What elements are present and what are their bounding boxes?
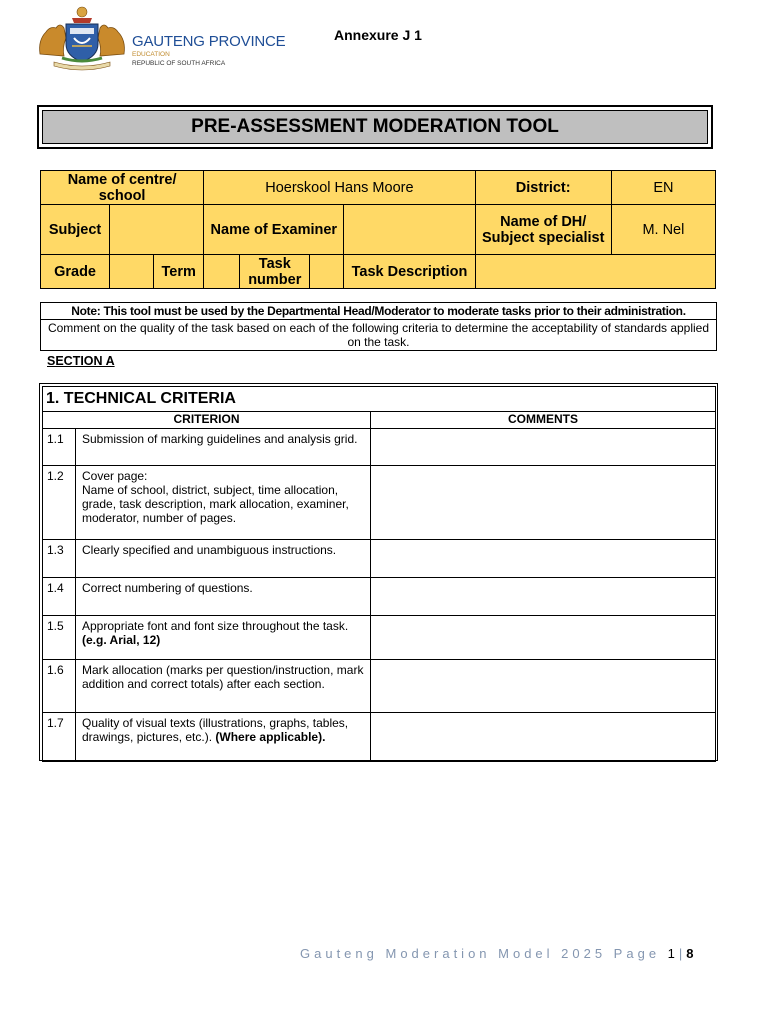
criteria-row (43, 540, 716, 578)
term-label: Term (154, 255, 204, 289)
subject-label: Subject (41, 205, 110, 255)
criteria-text: Cover page: Name of school, district, subject, time allocation, grade, task description, mark allocation, examiner, moderator, number of pages. (76, 466, 371, 540)
title-banner (37, 105, 713, 149)
technical-criteria-table (42, 386, 716, 762)
note-instruction: Note: This tool must be used by the Departmental Head/Moderator to moderate tasks prior to their administration. (41, 303, 717, 320)
comment-cell[interactable] (371, 429, 716, 466)
comment-cell[interactable] (371, 466, 716, 540)
criteria-row (43, 713, 716, 762)
page-total: 8 (686, 946, 694, 961)
criteria-text: Appropriate font and font size throughout the task. (e.g. Arial, 12) (76, 616, 371, 660)
logo-title: GAUTENG PROVINCE (132, 33, 286, 50)
criteria-text: Quality of visual texts (illustrations, graphs, tables, drawings, pictures, etc.). (Where applicable). (76, 713, 371, 762)
page-footer (300, 946, 694, 961)
examiner-label: Name of Examiner (204, 205, 344, 255)
note-comment-guidance: Comment on the quality of the task based on each of the following criteria to determine the acceptability of standards applied on the task. (41, 320, 717, 351)
grade-label: Grade (41, 255, 110, 289)
criteria-number: 1.6 (43, 660, 76, 713)
criterion-column-header: CRITERION (43, 412, 371, 429)
note-box (40, 302, 717, 351)
footer-text: Gauteng Moderation Model 2025 Page (300, 946, 661, 961)
criteria-text: Mark allocation (marks per question/instruction, mark addition and correct totals) after each section. (76, 660, 371, 713)
criteria-number: 1.3 (43, 540, 76, 578)
centre-label: Name of centre/ school (41, 171, 204, 205)
task-number-label: Task number (240, 255, 310, 289)
page-separator: | (678, 946, 683, 961)
criteria-row (43, 616, 716, 660)
district-label: District: (475, 171, 611, 205)
centre-value[interactable]: Hoerskool Hans Moore (204, 171, 475, 205)
page-number: 1 (667, 946, 675, 961)
annexure-label: Annexure J 1 (334, 27, 422, 43)
task-description-label: Task Description (344, 255, 475, 289)
criteria-text: Correct numbering of questions. (76, 578, 371, 616)
comment-cell[interactable] (371, 660, 716, 713)
grade-value[interactable] (110, 255, 154, 289)
page-title: PRE-ASSESSMENT MODERATION TOOL (42, 110, 708, 144)
criteria-number: 1.5 (43, 616, 76, 660)
dh-label: Name of DH/ Subject specialist (475, 205, 611, 255)
logo-country: REPUBLIC OF SOUTH AFRICA (132, 60, 226, 67)
criteria-row (43, 429, 716, 466)
task-number-value[interactable] (310, 255, 344, 289)
technical-criteria-frame (39, 383, 718, 761)
criteria-row (43, 578, 716, 616)
comment-cell[interactable] (371, 540, 716, 578)
comments-column-header: COMMENTS (371, 412, 716, 429)
criteria-number: 1.2 (43, 466, 76, 540)
dh-value[interactable]: M. Nel (611, 205, 715, 255)
section-a-label: SECTION A (47, 354, 115, 368)
gauteng-logo (36, 4, 286, 72)
assessment-info-table (40, 170, 716, 289)
criteria-number: 1.4 (43, 578, 76, 616)
district-value[interactable]: EN (611, 171, 715, 205)
criteria-number: 1.7 (43, 713, 76, 762)
criteria-number: 1.1 (43, 429, 76, 466)
criteria-text: Clearly specified and unambiguous instructions. (76, 540, 371, 578)
comment-cell[interactable] (371, 713, 716, 762)
comment-cell[interactable] (371, 616, 716, 660)
examiner-value[interactable] (344, 205, 475, 255)
technical-criteria-heading: 1. TECHNICAL CRITERIA (43, 387, 716, 412)
coat-of-arms-icon (36, 4, 128, 72)
term-value[interactable] (204, 255, 240, 289)
logo-department: EDUCATION (132, 51, 170, 58)
task-description-value[interactable] (475, 255, 715, 289)
criteria-row (43, 466, 716, 540)
subject-value[interactable] (110, 205, 204, 255)
comment-cell[interactable] (371, 578, 716, 616)
criteria-row (43, 660, 716, 713)
criteria-text: Submission of marking guidelines and analysis grid. (76, 429, 371, 466)
